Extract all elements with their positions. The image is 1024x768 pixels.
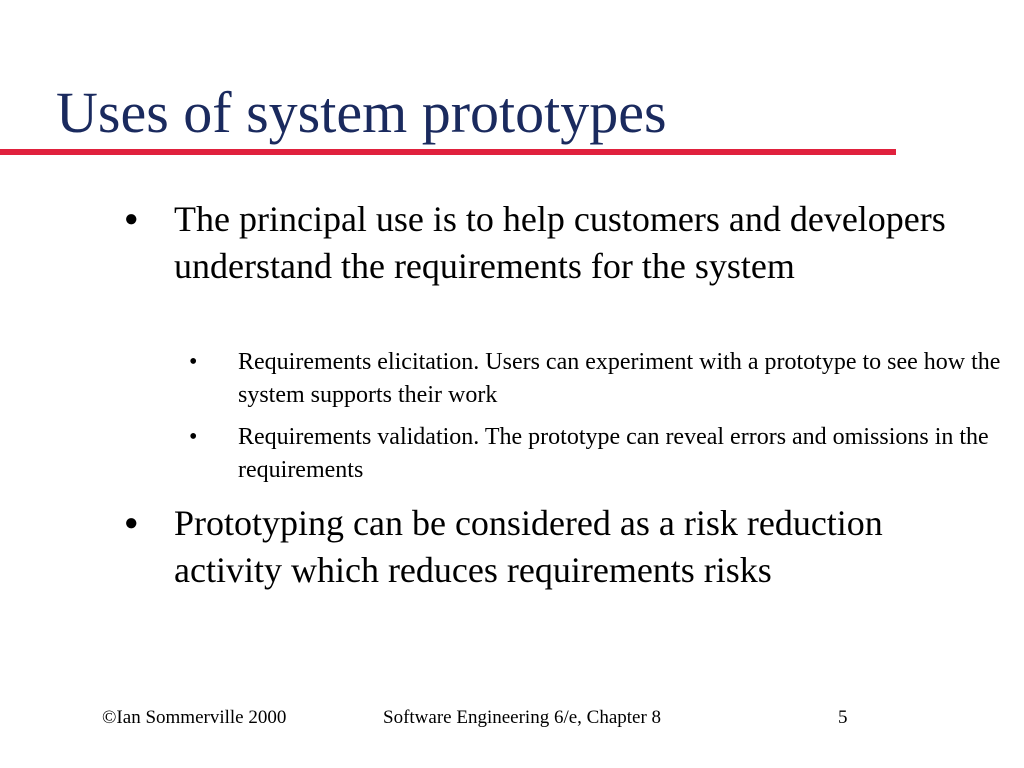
bullet-item: Prototyping can be considered as a risk reduction activity which reduces requirements risks [174,503,883,590]
bullet-item: The principal use is to help customers and developers understand the requirements for the system [174,199,946,286]
bullet-icon: ● [124,206,139,232]
bullet-icon: ● [124,510,139,536]
slide-title: Uses of system prototypes [56,80,667,145]
sub-bullet-icon: • [189,424,198,450]
footer-book-title: Software Engineering 6/e, Chapter 8 [383,707,662,728]
title-underline [0,149,896,155]
sub-bullet-item: Requirements elicitation. Users can experiment with a prototype to see how the system supports their work [238,349,1001,408]
sub-bullet-icon: • [189,349,198,375]
footer-page-number: 5 [838,707,848,728]
footer-copyright: ©Ian Sommerville 2000 [102,707,287,728]
sub-bullet-item: Requirements validation. The prototype can reveal errors and omissions in the requirements [238,424,989,483]
